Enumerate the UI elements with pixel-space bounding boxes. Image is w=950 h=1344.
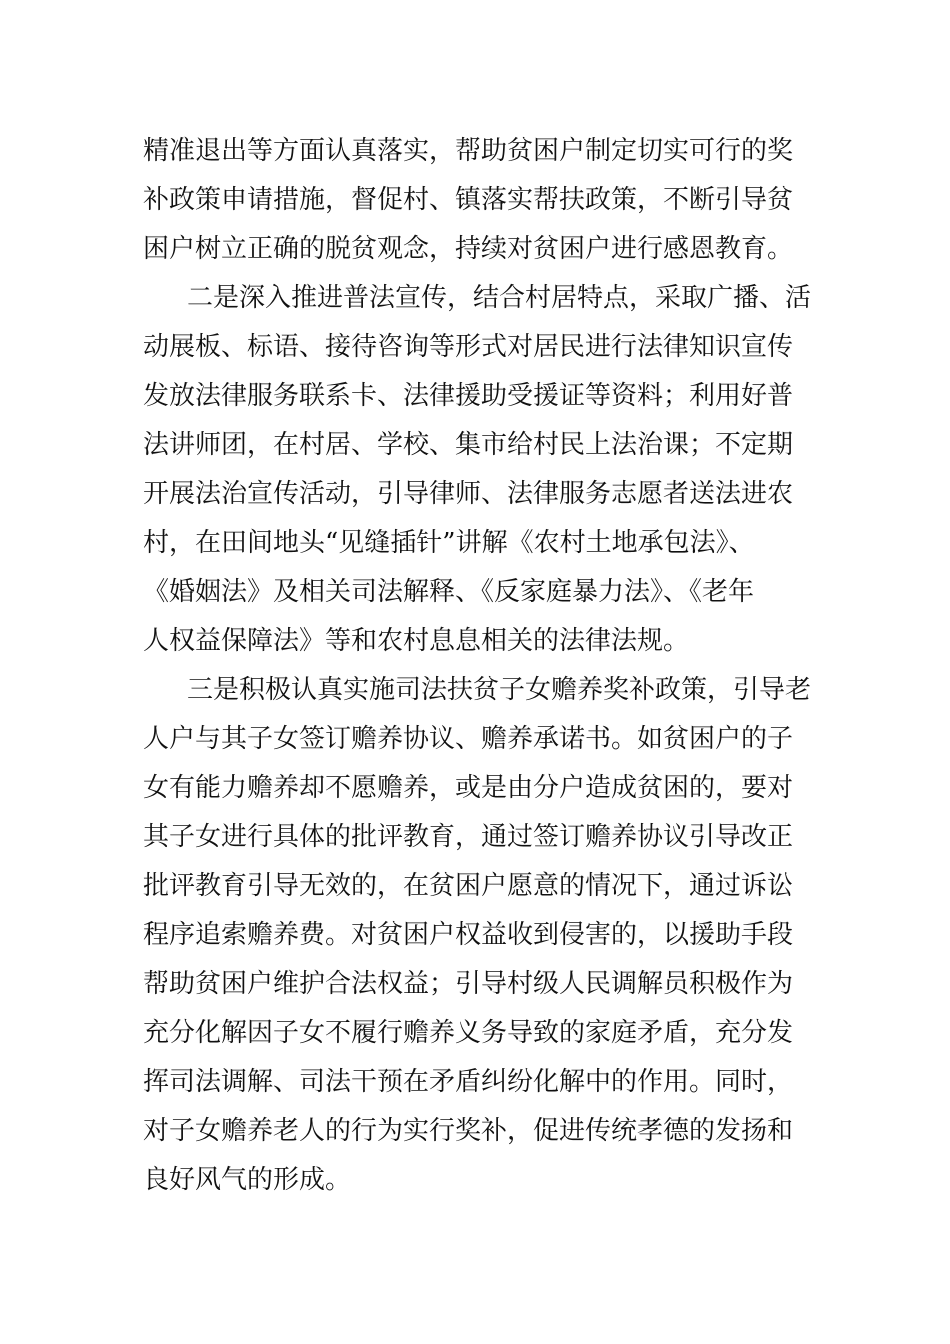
text-line: 困户树立正确的脱贫观念，持续对贫困户进行感恩教育。: [143, 234, 794, 264]
text-line: 挥司法调解、司法干预在矛盾纠纷化解中的作用。同时，: [143, 1067, 794, 1097]
text-line: 二是深入推进普法宣传，结合村居特点，采取广播、活: [187, 283, 812, 313]
paragraph-3: [143, 666, 823, 1205]
text-line: 开展法治宣传活动，引导律师、法律服务志愿者送法进农: [143, 479, 794, 509]
text-line: 对子女赡养老人的行为实行奖补，促进传统孝德的发扬和: [143, 1116, 794, 1146]
text-line: 其子女进行具体的批评教育，通过签订赡养协议引导改正: [143, 822, 794, 852]
text-line: 人权益保障法》等和农村息息相关的法律法规。: [143, 626, 690, 656]
text-line: 村，在田间地头“见缝插针”讲解《农村土地承包法》、: [143, 528, 755, 558]
text-line: 补政策申请措施，督促村、镇落实帮扶政策，不断引导贫: [143, 185, 794, 215]
text-line: 充分化解因子女不履行赡养义务导致的家庭矛盾，充分发: [143, 1018, 794, 1048]
text-line: 良好风气的形成。: [143, 1165, 352, 1195]
text-line: 程序追索赡养费。对贫困户权益收到侵害的，以援助手段: [143, 920, 794, 950]
text-line: 帮助贫困户维护合法权益；引导村级人民调解员积极作为: [143, 969, 794, 999]
text-line: 法讲师团，在村居、学校、集市给村民上法治课；不定期: [143, 430, 794, 460]
document-body: [143, 127, 823, 1205]
text-line: 发放法律服务联系卡、法律援助受援证等资料；利用好普: [143, 381, 794, 411]
paragraph-2: [143, 274, 823, 666]
text-line: 三是积极认真实施司法扶贫子女赡养奖补政策，引导老: [187, 675, 812, 705]
paragraph-1: [143, 127, 823, 274]
text-line: 批评教育引导无效的，在贫困户愿意的情况下，通过诉讼: [143, 871, 794, 901]
text-line: 女有能力赡养却不愿赡养，或是由分户造成贫困的，要对: [143, 773, 794, 803]
text-line: 动展板、标语、接待咨询等形式对居民进行法律知识宣传: [143, 332, 794, 362]
text-line: 《婚姻法》及相关司法解释、《反家庭暴力法》、《老年: [143, 577, 755, 607]
text-line: 精准退出等方面认真落实，帮助贫困户制定切实可行的奖: [143, 136, 794, 166]
text-line: 人户与其子女签订赡养协议、赡养承诺书。如贫困户的子: [143, 724, 794, 754]
